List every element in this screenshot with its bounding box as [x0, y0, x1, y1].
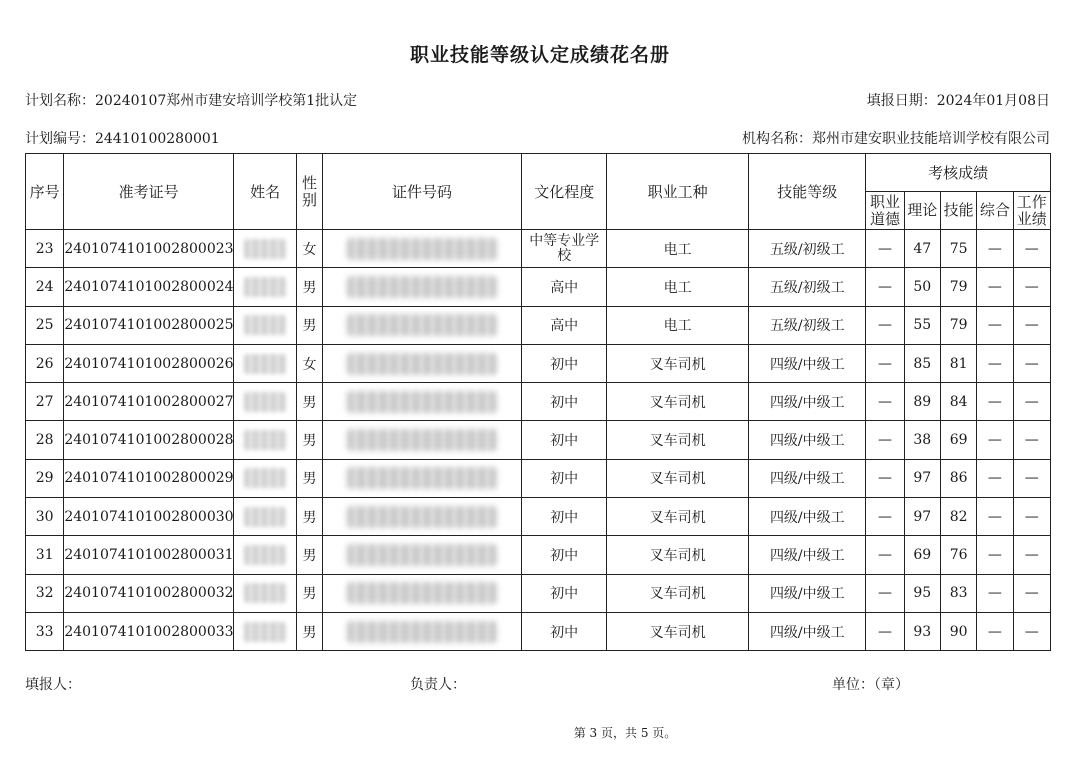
cell-gender: 男 [297, 268, 322, 306]
table-row [26, 574, 1051, 612]
cell-seq: 31 [26, 536, 64, 574]
cell-education: 初中 [522, 383, 607, 421]
cell-exam-number: 2401074101002800024 [64, 268, 233, 306]
cell-exam-number: 2401074101002800032 [64, 574, 233, 612]
cell-gender: 男 [297, 459, 322, 497]
cell-skill: 75 [940, 230, 976, 268]
header-trade: 职业工种 [607, 154, 749, 230]
cell-education: 初中 [522, 536, 607, 574]
cell-seq: 32 [26, 574, 64, 612]
cell-theory: 69 [904, 536, 940, 574]
page-indicator: 第 3 页，共 5 页。 [573, 726, 677, 740]
cell-skill-level: 四级/中级工 [749, 344, 866, 382]
cell-skill-level: 四级/中级工 [749, 574, 866, 612]
redacted-name [244, 545, 286, 565]
header-skill: 技能 [940, 192, 976, 230]
cell-ethics: — [866, 459, 904, 497]
cell-gender: 女 [297, 230, 322, 268]
cell-trade: 叉车司机 [607, 459, 749, 497]
cell-seq: 23 [26, 230, 64, 268]
cell-theory: 89 [904, 383, 940, 421]
table-row [26, 421, 1051, 459]
redacted-id-number [347, 544, 497, 566]
cell-composite: — [977, 230, 1013, 268]
table-row [26, 536, 1051, 574]
cell-name [233, 306, 297, 344]
cell-exam-number: 2401074101002800033 [64, 612, 233, 650]
table-row [26, 498, 1051, 536]
cell-work-performance: — [1013, 306, 1050, 344]
cell-name [233, 268, 297, 306]
cell-composite: — [977, 612, 1013, 650]
cell-ethics: — [866, 574, 904, 612]
cell-skill: 90 [940, 612, 976, 650]
redacted-name [244, 239, 286, 259]
cell-education: 初中 [522, 421, 607, 459]
cell-composite: — [977, 268, 1013, 306]
cell-work-performance: — [1013, 421, 1050, 459]
cell-gender: 男 [297, 536, 322, 574]
cell-composite: — [977, 306, 1013, 344]
cell-work-performance: — [1013, 574, 1050, 612]
table-row [26, 344, 1051, 382]
header-skill-level: 技能等级 [749, 154, 866, 230]
cell-theory: 50 [904, 268, 940, 306]
cell-seq: 28 [26, 421, 64, 459]
cell-work-performance: — [1013, 344, 1050, 382]
cell-trade: 叉车司机 [607, 344, 749, 382]
responsible-label: 负责人： [410, 677, 466, 693]
redacted-id-number [347, 621, 497, 643]
redacted-name [244, 315, 286, 335]
header-gender: 性别 [297, 154, 322, 230]
table-row [26, 612, 1051, 650]
cell-seq: 27 [26, 383, 64, 421]
redacted-name [244, 392, 286, 412]
cell-skill: 69 [940, 421, 976, 459]
cell-skill-level: 四级/中级工 [749, 459, 866, 497]
cell-id-number [322, 421, 522, 459]
cell-name [233, 536, 297, 574]
organization-name: 机构名称：郑州市建安职业技能培训学校有限公司 [742, 131, 1050, 147]
document-title: 职业技能等级认定成绩花名册 [409, 44, 670, 66]
header-exam-number: 准考证号 [64, 154, 233, 230]
cell-id-number [322, 230, 522, 268]
cell-work-performance: — [1013, 230, 1050, 268]
cell-exam-number: 2401074101002800027 [64, 383, 233, 421]
redacted-name [244, 507, 286, 527]
cell-skill-level: 四级/中级工 [749, 421, 866, 459]
cell-id-number [322, 459, 522, 497]
cell-theory: 93 [904, 612, 940, 650]
cell-theory: 55 [904, 306, 940, 344]
unit-stamp-label: 单位：（章） [832, 677, 909, 693]
cell-trade: 叉车司机 [607, 421, 749, 459]
cell-gender: 男 [297, 574, 322, 612]
cell-education: 初中 [522, 498, 607, 536]
redacted-name [244, 354, 286, 374]
cell-skill: 79 [940, 268, 976, 306]
cell-exam-number: 2401074101002800023 [64, 230, 233, 268]
cell-seq: 26 [26, 344, 64, 382]
cell-skill-level: 四级/中级工 [749, 383, 866, 421]
cell-gender: 男 [297, 498, 322, 536]
redacted-name [244, 622, 286, 642]
table-row [26, 230, 1051, 268]
cell-skill: 82 [940, 498, 976, 536]
redacted-id-number [347, 506, 497, 528]
header-id-number: 证件号码 [322, 154, 522, 230]
cell-education: 初中 [522, 344, 607, 382]
cell-id-number [322, 574, 522, 612]
cell-name [233, 574, 297, 612]
redacted-id-number [347, 429, 497, 451]
cell-id-number [322, 498, 522, 536]
redacted-name [244, 468, 286, 488]
cell-id-number [322, 268, 522, 306]
cell-education: 初中 [522, 612, 607, 650]
cell-name [233, 344, 297, 382]
cell-name [233, 383, 297, 421]
cell-exam-number: 2401074101002800025 [64, 306, 233, 344]
cell-trade: 叉车司机 [607, 383, 749, 421]
cell-theory: 97 [904, 498, 940, 536]
header-name: 姓名 [233, 154, 297, 230]
cell-gender: 男 [297, 612, 322, 650]
plan-name: 计划名称：20240107郑州市建安培训学校第1批认定 [25, 93, 358, 109]
cell-theory: 38 [904, 421, 940, 459]
cell-skill-level: 四级/中级工 [749, 498, 866, 536]
cell-ethics: — [866, 268, 904, 306]
cell-skill: 86 [940, 459, 976, 497]
table-row [26, 268, 1051, 306]
cell-seq: 24 [26, 268, 64, 306]
cell-trade: 电工 [607, 306, 749, 344]
cell-gender: 男 [297, 306, 322, 344]
cell-skill-level: 五级/初级工 [749, 230, 866, 268]
header-theory: 理论 [904, 192, 940, 230]
cell-work-performance: — [1013, 268, 1050, 306]
cell-trade: 叉车司机 [607, 612, 749, 650]
cell-education: 初中 [522, 574, 607, 612]
cell-ethics: — [866, 421, 904, 459]
cell-id-number [322, 383, 522, 421]
cell-exam-number: 2401074101002800029 [64, 459, 233, 497]
cell-theory: 97 [904, 459, 940, 497]
cell-ethics: — [866, 230, 904, 268]
cell-seq: 29 [26, 459, 64, 497]
cell-name [233, 459, 297, 497]
cell-theory: 47 [904, 230, 940, 268]
redacted-id-number [347, 582, 497, 604]
cell-ethics: — [866, 536, 904, 574]
cell-trade: 叉车司机 [607, 498, 749, 536]
header-work-performance: 工作业绩 [1013, 192, 1050, 230]
cell-seq: 25 [26, 306, 64, 344]
redacted-name [244, 277, 286, 297]
redacted-id-number [347, 314, 497, 336]
table-row [26, 459, 1051, 497]
redacted-name [244, 583, 286, 603]
cell-gender: 男 [297, 383, 322, 421]
cell-work-performance: — [1013, 459, 1050, 497]
header-scores: 考核成绩 [866, 154, 1051, 192]
plan-number: 计划编号：24410100280001 [25, 131, 220, 147]
cell-composite: — [977, 383, 1013, 421]
header-seq: 序号 [26, 154, 64, 230]
redacted-id-number [347, 238, 497, 260]
cell-skill: 79 [940, 306, 976, 344]
cell-education: 初中 [522, 459, 607, 497]
redacted-id-number [347, 391, 497, 413]
cell-theory: 85 [904, 344, 940, 382]
score-roster-table [25, 153, 1051, 651]
cell-name [233, 498, 297, 536]
cell-seq: 33 [26, 612, 64, 650]
cell-ethics: — [866, 383, 904, 421]
cell-exam-number: 2401074101002800031 [64, 536, 233, 574]
cell-trade: 电工 [607, 230, 749, 268]
cell-ethics: — [866, 344, 904, 382]
cell-skill: 83 [940, 574, 976, 612]
cell-skill: 84 [940, 383, 976, 421]
cell-gender: 女 [297, 344, 322, 382]
cell-skill-level: 五级/初级工 [749, 268, 866, 306]
cell-id-number [322, 536, 522, 574]
cell-exam-number: 2401074101002800028 [64, 421, 233, 459]
cell-id-number [322, 306, 522, 344]
cell-composite: — [977, 536, 1013, 574]
redacted-id-number [347, 467, 497, 489]
cell-skill: 76 [940, 536, 976, 574]
header-education: 文化程度 [522, 154, 607, 230]
cell-ethics: — [866, 306, 904, 344]
cell-skill-level: 四级/中级工 [749, 612, 866, 650]
cell-work-performance: — [1013, 383, 1050, 421]
cell-skill-level: 五级/初级工 [749, 306, 866, 344]
header-ethics: 职业道德 [866, 192, 904, 230]
cell-ethics: — [866, 498, 904, 536]
cell-work-performance: — [1013, 536, 1050, 574]
table-row [26, 306, 1051, 344]
cell-trade: 电工 [607, 268, 749, 306]
cell-exam-number: 2401074101002800030 [64, 498, 233, 536]
cell-trade: 叉车司机 [607, 536, 749, 574]
cell-trade: 叉车司机 [607, 574, 749, 612]
header-composite: 综合 [977, 192, 1013, 230]
cell-education: 高中 [522, 268, 607, 306]
roster-body [26, 230, 1051, 651]
cell-work-performance: — [1013, 498, 1050, 536]
cell-ethics: — [866, 612, 904, 650]
cell-composite: — [977, 498, 1013, 536]
redacted-name [244, 430, 286, 450]
cell-seq: 30 [26, 498, 64, 536]
cell-work-performance: — [1013, 612, 1050, 650]
cell-theory: 95 [904, 574, 940, 612]
cell-skill: 81 [940, 344, 976, 382]
cell-education: 中等专业学校 [522, 230, 607, 268]
cell-exam-number: 2401074101002800026 [64, 344, 233, 382]
cell-gender: 男 [297, 421, 322, 459]
cell-name [233, 612, 297, 650]
cell-composite: — [977, 574, 1013, 612]
cell-skill-level: 四级/中级工 [749, 536, 866, 574]
table-row [26, 383, 1051, 421]
cell-composite: — [977, 459, 1013, 497]
redacted-id-number [347, 353, 497, 375]
cell-id-number [322, 344, 522, 382]
redacted-id-number [347, 276, 497, 298]
cell-composite: — [977, 344, 1013, 382]
cell-id-number [322, 612, 522, 650]
cell-composite: — [977, 421, 1013, 459]
cell-name [233, 230, 297, 268]
filler-label: 填报人： [25, 677, 81, 693]
fill-date: 填报日期：2024年01月08日 [866, 93, 1050, 109]
cell-name [233, 421, 297, 459]
cell-education: 高中 [522, 306, 607, 344]
